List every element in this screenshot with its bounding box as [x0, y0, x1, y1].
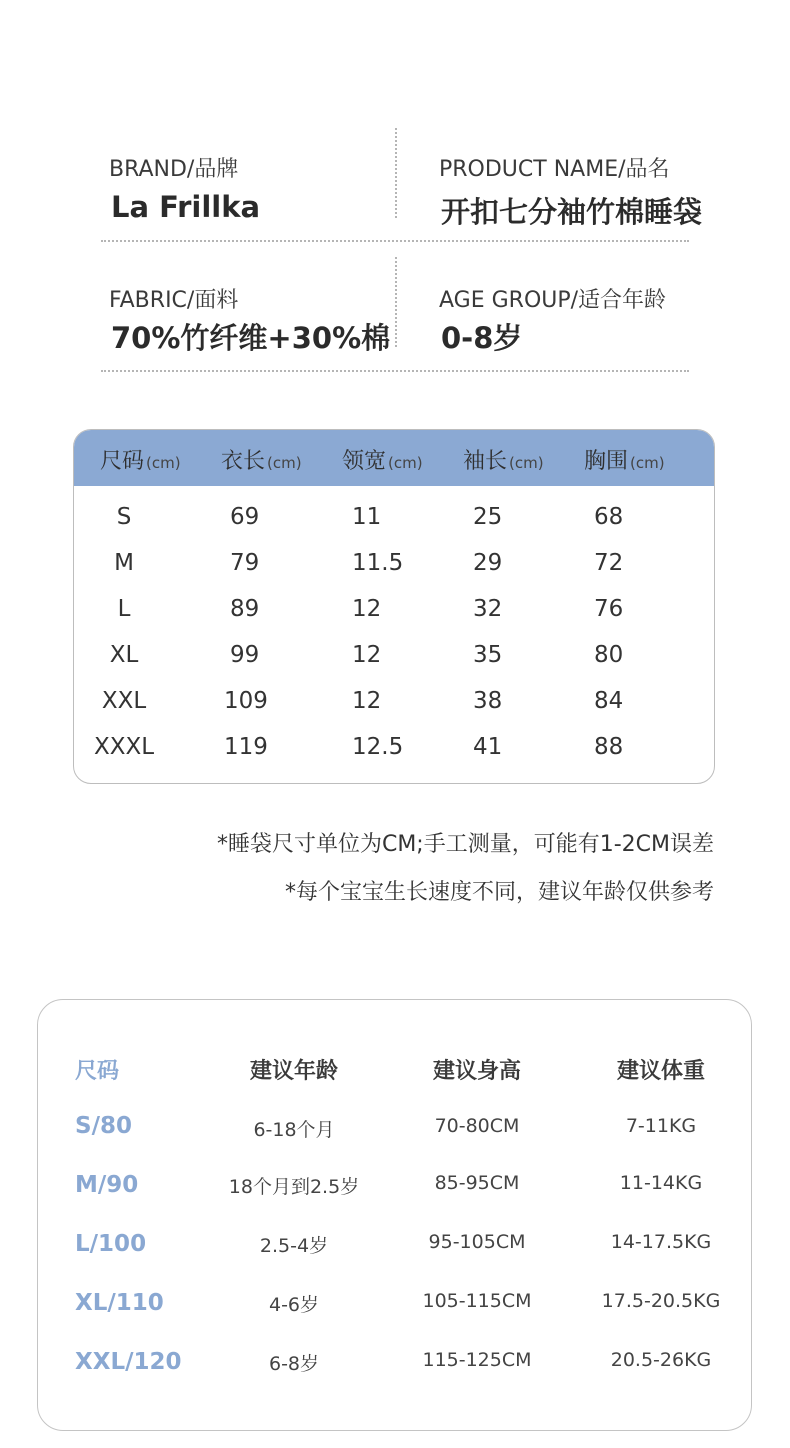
product-name-label: PRODUCT NAME/品名: [439, 157, 670, 182]
header-chest-label: 胸围: [584, 449, 629, 474]
size-cell: XXL: [101, 688, 147, 714]
length-cell: 119: [224, 734, 268, 760]
fabric-label: FABRIC/面料: [109, 288, 239, 313]
recommend-card: [37, 999, 752, 1431]
table-row: [74, 540, 714, 586]
brand-label: BRAND/品牌: [109, 157, 239, 182]
length-cell: 79: [230, 550, 260, 576]
header-length: [221, 444, 302, 475]
header-collar: [342, 444, 423, 475]
recommend-weight: 11-14KG: [619, 1172, 703, 1194]
vertical-divider-bottom: [395, 257, 397, 347]
recommend-weight: 17.5-20.5KG: [601, 1290, 721, 1312]
table-row: [74, 724, 714, 770]
recommend-age: 18个月到2.5岁: [228, 1176, 360, 1198]
recommend-size: S/80: [75, 1113, 132, 1139]
recommend-age: 6-18个月: [253, 1119, 335, 1141]
size-cell: L: [117, 596, 131, 622]
size-cell: XXXL: [93, 734, 155, 760]
collar-cell: 12: [352, 596, 382, 622]
chest-cell: 88: [594, 734, 624, 760]
length-cell: 99: [230, 642, 260, 668]
header-sleeve: [463, 444, 544, 475]
note-age: *每个宝宝生长速度不同，建议年龄仅供参考: [284, 880, 714, 905]
recommend-height: 115-125CM: [422, 1349, 532, 1371]
length-cell: 89: [230, 596, 260, 622]
collar-cell: 12.5: [352, 734, 404, 760]
collar-cell: 11.5: [352, 550, 404, 576]
recommend-weight: 20.5-26KG: [610, 1349, 712, 1371]
size-cell: M: [114, 550, 134, 576]
header-length-unit: (cm): [267, 454, 302, 472]
chest-cell: 76: [594, 596, 624, 622]
sleeve-cell: 32: [473, 596, 503, 622]
note-measurement: *睡袋尺寸单位为CM;手工测量，可能有1-2CM误差: [216, 832, 714, 857]
header-chest-unit: (cm): [630, 454, 665, 472]
recommend-height: 70-80CM: [434, 1115, 520, 1137]
recommend-header-weight: 建议体重: [616, 1059, 706, 1084]
sleeve-cell: 38: [473, 688, 503, 714]
collar-cell: 12: [352, 642, 382, 668]
recommend-weight: 14-17.5KG: [610, 1231, 712, 1253]
header-size-label: 尺码: [100, 449, 145, 474]
sleeve-cell: 25: [473, 504, 503, 530]
vertical-divider-top: [395, 128, 397, 218]
age-group-label: AGE GROUP/适合年龄: [439, 288, 667, 313]
horizontal-divider-top: [101, 240, 689, 242]
fabric-value: 70%竹纤维+30%棉: [111, 321, 391, 355]
recommend-header-height: 建议身高: [432, 1059, 522, 1084]
size-table-header: [74, 430, 714, 486]
recommend-height: 95-105CM: [428, 1231, 526, 1253]
recommend-size: XL/110: [75, 1290, 164, 1316]
header-length-label: 衣长: [221, 449, 266, 474]
collar-cell: 11: [352, 504, 382, 530]
table-row: [74, 494, 714, 540]
chest-cell: 68: [594, 504, 624, 530]
length-cell: 109: [224, 688, 268, 714]
recommend-header-size: 尺码: [75, 1059, 120, 1084]
size-cell: S: [116, 504, 132, 530]
recommend-header-age: 建议年龄: [249, 1059, 339, 1084]
length-cell: 69: [230, 504, 260, 530]
recommend-height: 85-95CM: [434, 1172, 520, 1194]
size-table: [73, 429, 715, 784]
recommend-age: 4-6岁: [268, 1294, 320, 1316]
recommend-size: XXL/120: [75, 1349, 182, 1375]
brand-value: La Frillka: [111, 190, 261, 224]
recommend-size: L/100: [75, 1231, 147, 1257]
table-row: [74, 678, 714, 724]
header-size: [100, 444, 181, 475]
recommend-weight: 7-11KG: [625, 1115, 697, 1137]
table-row: [74, 632, 714, 678]
sleeve-cell: 35: [473, 642, 503, 668]
header-size-unit: (cm): [146, 454, 181, 472]
product-name-value: 开扣七分袖竹棉睡袋: [441, 195, 703, 229]
horizontal-divider-bottom: [101, 370, 689, 372]
chest-cell: 84: [594, 688, 624, 714]
chest-cell: 72: [594, 550, 624, 576]
header-collar-label: 领宽: [342, 449, 387, 474]
sleeve-cell: 29: [473, 550, 503, 576]
recommend-age: 6-8岁: [268, 1353, 320, 1375]
collar-cell: 12: [352, 688, 382, 714]
header-collar-unit: (cm): [388, 454, 423, 472]
header-chest: [584, 444, 665, 475]
age-group-value: 0-8岁: [441, 321, 523, 355]
size-cell: XL: [109, 642, 139, 668]
header-sleeve-label: 袖长: [463, 449, 508, 474]
recommend-height: 105-115CM: [422, 1290, 532, 1312]
table-row: [74, 586, 714, 632]
recommend-size: M/90: [75, 1172, 139, 1198]
header-sleeve-unit: (cm): [509, 454, 544, 472]
chest-cell: 80: [594, 642, 624, 668]
sleeve-cell: 41: [473, 734, 503, 760]
recommend-age: 2.5-4岁: [259, 1235, 329, 1257]
